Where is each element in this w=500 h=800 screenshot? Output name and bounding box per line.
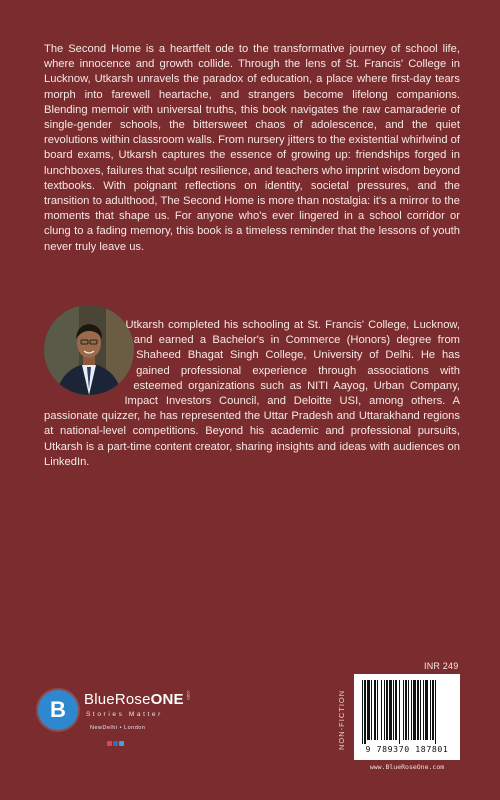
barcode-bar bbox=[393, 680, 394, 740]
facebook-icon bbox=[113, 741, 118, 746]
barcode-bar bbox=[430, 680, 431, 740]
barcode-bar bbox=[389, 680, 392, 740]
author-bio: Utkarsh completed his schooling at St. Francis' College, Lucknow, and earned a Bachelor's in Commerce (Honors) degree from Shaheed Bhagat Singh College, University of Delhi. He has gained professional experience through associations with esteemed organizations such as NITI Aayog, Urban Company, Impact Investors Council, and Deloitte USI, among others. A passionate quizzer, he has represented the Uttar Pradesh and Uttarakhand regions at national-level competitions. Beyond his academic and professional pursuits, Utkarsh is a part-time content creator, sharing insights and ideas with audiences on LinkedIn. bbox=[44, 319, 460, 468]
publisher-website: www.BlueRoseOne.com bbox=[369, 763, 445, 771]
barcode-bar bbox=[367, 680, 370, 740]
price-label: INR 249 bbox=[424, 661, 459, 671]
book-blurb: The Second Home is a heartfelt ode to the transformative journey of school life, where innocence and growth collide. Through the lens of St. Francis' College in Lucknow, Utkarsh unravels the paradox of education, a place where first-day tears morph into farewell heartache, and strangers become lifelong companions. Blending memoir with universal truths, this book navigates the raw camaraderie of single-gender schools, the bittersweet chaos of adolescence, and the quiet revolutions within classroom walls. From nursery jitters to the existential whirlwind of board exams, Utkarsh captures the essence of growing up: friendships forged in lunchboxes, failures that sculpt resilience, and teachers who imprint wisdom beyond textbooks. With poignant reflections on identity, societal pressures, and the transition to adulthood, The Second Home is more than nostalgia: it's a mirror to the moments that shape us. For anyone who's ever lingered in a school corridor or clung to a fading memory, this book is a timeless reminder that the lessons of youth never truly leave us. bbox=[44, 43, 460, 253]
publisher-name bbox=[84, 691, 184, 708]
twitter-icon bbox=[119, 741, 124, 746]
barcode-bar bbox=[423, 680, 424, 740]
publisher-name-bold: ONE bbox=[150, 691, 184, 708]
barcode-bar bbox=[374, 680, 376, 740]
barcode-bar bbox=[362, 680, 363, 744]
genre-label: NON-FICTION bbox=[337, 689, 346, 751]
publisher-cities: NewDelhi • London bbox=[90, 725, 146, 731]
barcode-bar bbox=[417, 680, 419, 740]
barcode-bar bbox=[425, 680, 428, 740]
barcode-bar bbox=[405, 680, 407, 740]
barcode-bar bbox=[364, 680, 366, 744]
barcode-bar bbox=[386, 680, 388, 740]
barcode-bar bbox=[432, 680, 434, 740]
barcode-bars bbox=[354, 674, 460, 744]
barcode-bar bbox=[413, 680, 416, 740]
barcode-bar bbox=[403, 680, 404, 740]
barcode-bar bbox=[411, 680, 412, 740]
isbn-number: 9 789370 187801 bbox=[365, 744, 449, 754]
barcode-bar bbox=[420, 680, 421, 740]
publisher-domain-mark: .com bbox=[186, 690, 191, 700]
barcode bbox=[354, 674, 460, 760]
barcode-bar bbox=[371, 680, 372, 740]
barcode-bar bbox=[435, 680, 436, 744]
barcode-bar bbox=[384, 680, 385, 740]
barcode-bar bbox=[377, 680, 378, 740]
barcode-bar bbox=[399, 680, 400, 744]
barcode-bar bbox=[395, 680, 397, 740]
publisher-logo-icon bbox=[38, 690, 78, 730]
publisher-name-regular: BlueRose bbox=[84, 691, 151, 708]
social-icons bbox=[107, 733, 125, 740]
instagram-icon bbox=[107, 741, 112, 746]
barcode-bar bbox=[381, 680, 382, 740]
publisher-tagline: Stories Matter bbox=[86, 711, 163, 718]
barcode-bar bbox=[408, 680, 409, 740]
publisher-logo-letter: B bbox=[50, 697, 66, 722]
